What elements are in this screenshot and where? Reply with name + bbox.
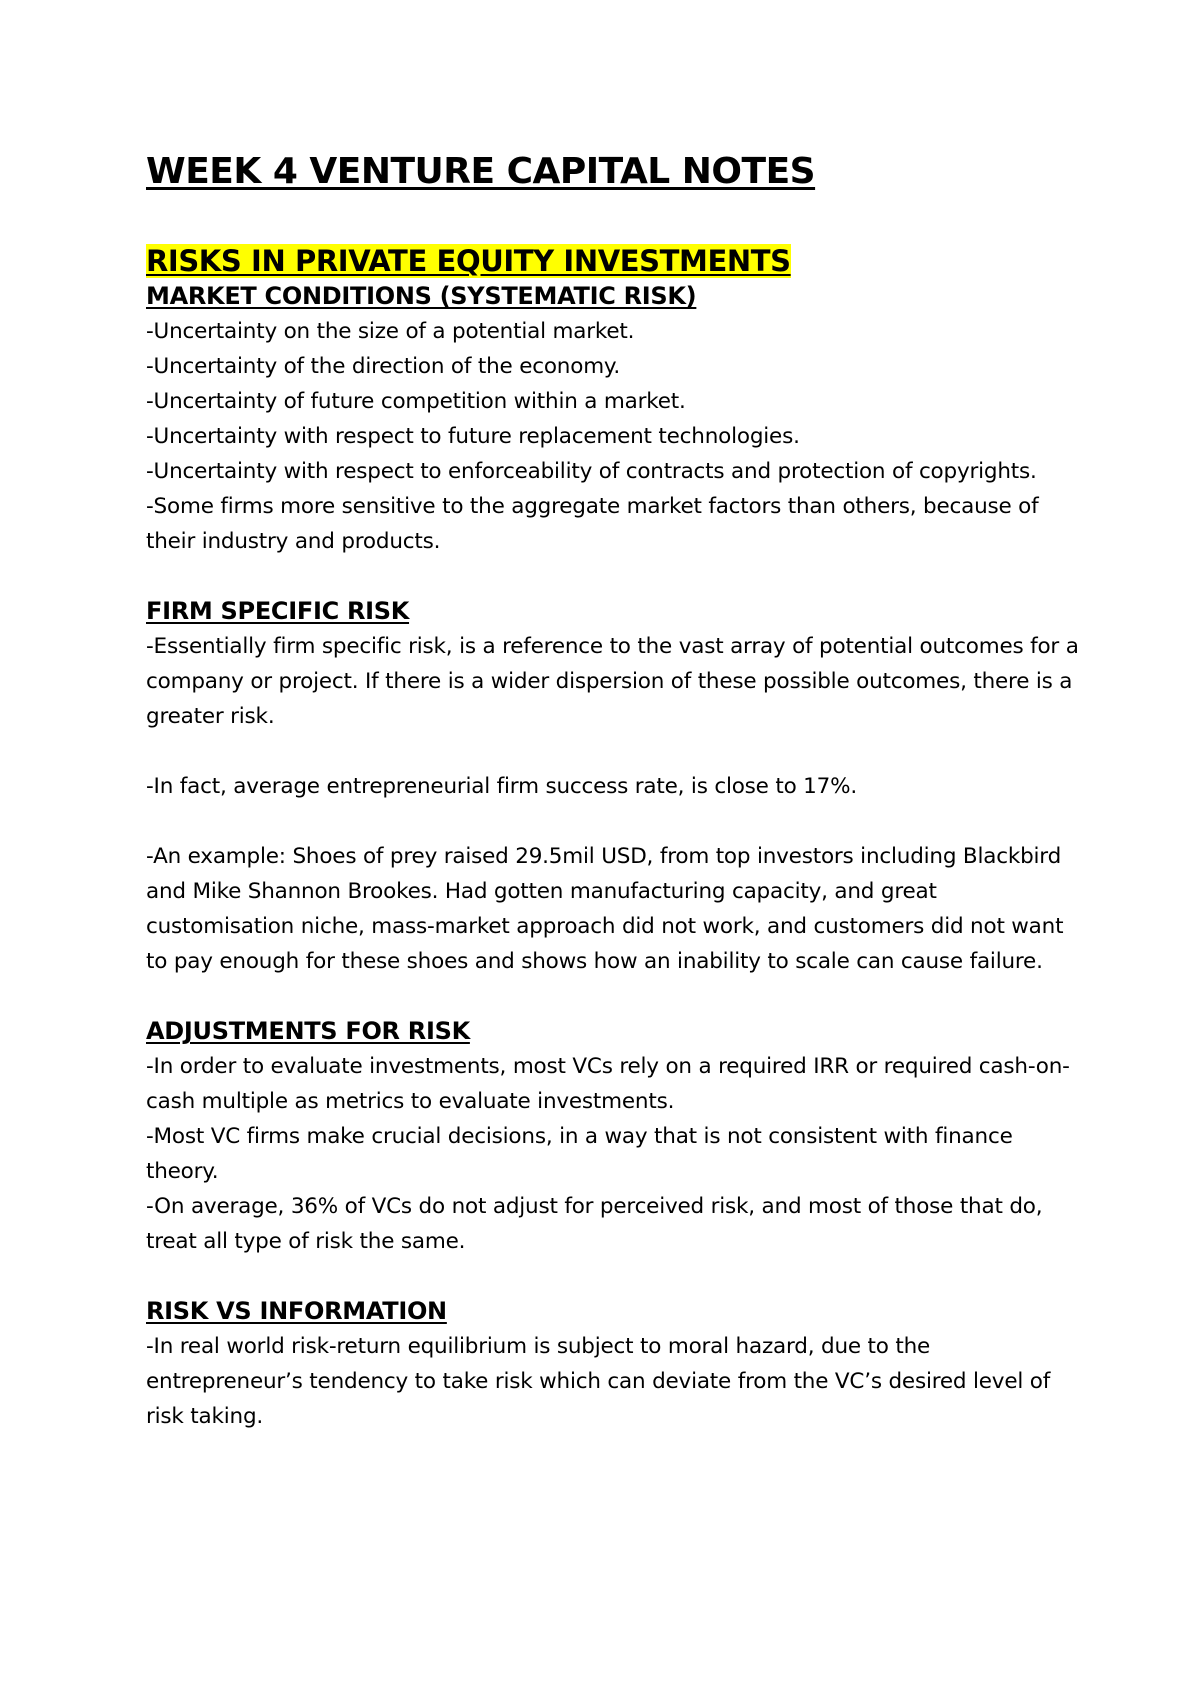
market-conditions-section [146,279,1086,559]
firm-paragraph-1: -Essentially firm specific risk, is a reference to the vast array of potential outcomes for a company or project. If there is a wider dispersion of these possible outcomes, there is a greater risk. [146,634,1079,730]
risk-vs-information-section [146,1294,1086,1434]
document-page [146,150,1086,1434]
market-line-2: -Uncertainty of the direction of the economy. [146,354,621,380]
risk-vs-information-heading: RISK VS INFORMATION [146,1297,447,1326]
risk-information-line-1: -In real world risk-return equilibrium is subject to moral hazard, due to the entrepreneur’s tendency to take risk which can deviate from the VC’s desired level of risk taking. [146,1334,1051,1430]
market-line-3: -Uncertainty of future competition within a market. [146,389,686,415]
adjustments-line-2: -Most VC firms make crucial decisions, in a way that is not consistent with finance theory. [146,1124,1013,1185]
market-conditions-heading: MARKET CONDITIONS (SYSTEMATIC RISK) [146,282,697,311]
market-line-5: -Uncertainty with respect to enforceability of contracts and protection of copyrights. [146,459,1037,485]
highlighted-heading-text: RISKS IN PRIVATE EQUITY INVESTMENTS [146,244,791,279]
adjustments-section [146,1014,1086,1259]
market-line-4: -Uncertainty with respect to future replacement technologies. [146,424,800,450]
firm-specific-heading: FIRM SPECIFIC RISK [146,597,410,626]
adjustments-line-1: -In order to evaluate investments, most VCs rely on a required IRR or required cash-on-cash multiple as metrics to evaluate investments. [146,1054,1070,1115]
market-line-6: -Some firms more sensitive to the aggregate market factors than others, because of their industry and products. [146,494,1039,555]
adjustments-heading: ADJUSTMENTS FOR RISK [146,1017,470,1046]
firm-specific-section [146,594,1086,979]
document-title: WEEK 4 VENTURE CAPITAL NOTES [146,151,816,192]
adjustments-line-3: -On average, 36% of VCs do not adjust for perceived risk, and most of those that do, treat all type of risk the same. [146,1194,1043,1255]
firm-paragraph-3: -An example: Shoes of prey raised 29.5mil USD, from top investors including Blackbird and Mike Shannon Brookes. Had gotten manufacturing capacity, and great customisation niche, mass-market approach did not work, and customers did not want to pay enough for these shoes and shows how an inability to scale can cause failure. [146,844,1064,975]
section-heading-risks [146,243,1086,279]
market-line-1: -Uncertainty on the size of a potential market. [146,319,635,345]
firm-paragraph-2: -In fact, average entrepreneurial firm success rate, is close to 17%. [146,774,857,800]
